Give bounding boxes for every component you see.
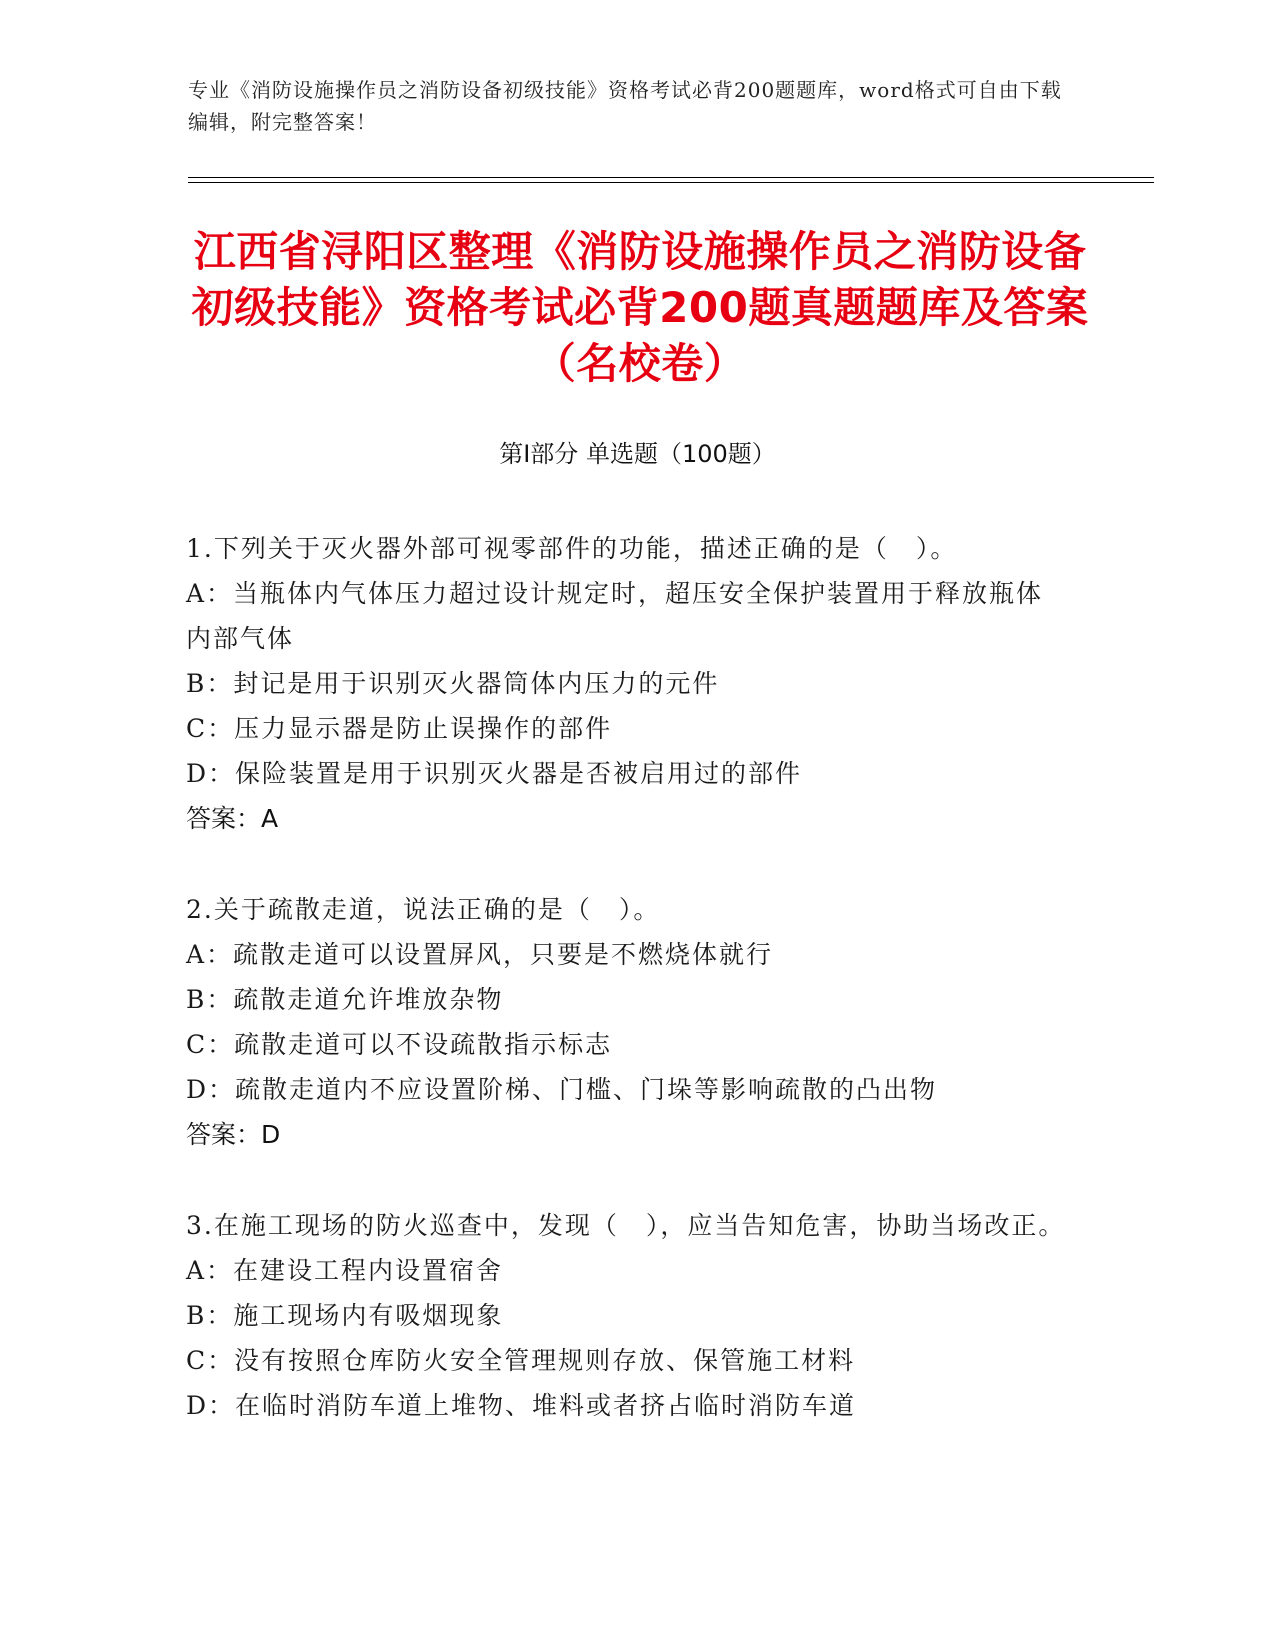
option-c: C：没有按照仓库防火安全管理规则存放、保管施工材料 [186, 1346, 856, 1375]
option-b: B：疏散走道允许堆放杂物 [186, 985, 504, 1014]
option-d: D：疏散走道内不应设置阶梯、门槛、门垛等影响疏散的凸出物 [186, 1075, 938, 1104]
document-header-note: 专业《消防设施操作员之消防设备初级技能》资格考试必背200题题库，word格式可自由下载编辑，附完整答案！ [188, 78, 1062, 134]
question-stem: 2.关于疏散走道，说法正确的是（ ）。 [186, 895, 661, 924]
option-d: D：保险装置是用于识别灭火器是否被启用过的部件 [186, 759, 803, 788]
option-c: C：压力显示器是防止误操作的部件 [186, 714, 613, 743]
question-item [186, 526, 1066, 841]
question-stem: 3.在施工现场的防火巡查中，发现（ ），应当告知危害，协助当场改正。 [186, 1211, 1066, 1240]
option-a: A：当瓶体内气体压力超过设计规定时，超压安全保护装置用于释放瓶体内部气体 [186, 579, 1044, 653]
section-heading: 第Ⅰ部分 单选题（100题） [499, 440, 776, 468]
question-item [186, 1203, 1066, 1428]
option-d: D：在临时消防车道上堆物、堆料或者挤占临时消防车道 [186, 1391, 857, 1420]
question-stem: 1.下列关于灭火器外部可视零部件的功能，描述正确的是（ ）。 [186, 534, 958, 563]
header-divider-top [188, 177, 1154, 178]
option-a: A：在建设工程内设置宿舍 [186, 1256, 504, 1285]
answer-label: 答案：A [186, 804, 279, 833]
header-divider-bottom [188, 182, 1154, 183]
option-c: C：疏散走道可以不设疏散指示标志 [186, 1030, 613, 1059]
option-b: B：施工现场内有吸烟现象 [186, 1301, 504, 1330]
document-title: 江西省浔阳区整理《消防设施操作员之消防设备初级技能》资格考试必背200题真题题库及答案（名校卷） [191, 227, 1089, 388]
question-item [186, 887, 1066, 1157]
option-b: B：封记是用于识别灭火器筒体内压力的元件 [186, 669, 720, 698]
option-a: A：疏散走道可以设置屏风，只要是不燃烧体就行 [186, 940, 774, 969]
question-list [186, 526, 1066, 1474]
answer-label: 答案：D [186, 1120, 281, 1149]
